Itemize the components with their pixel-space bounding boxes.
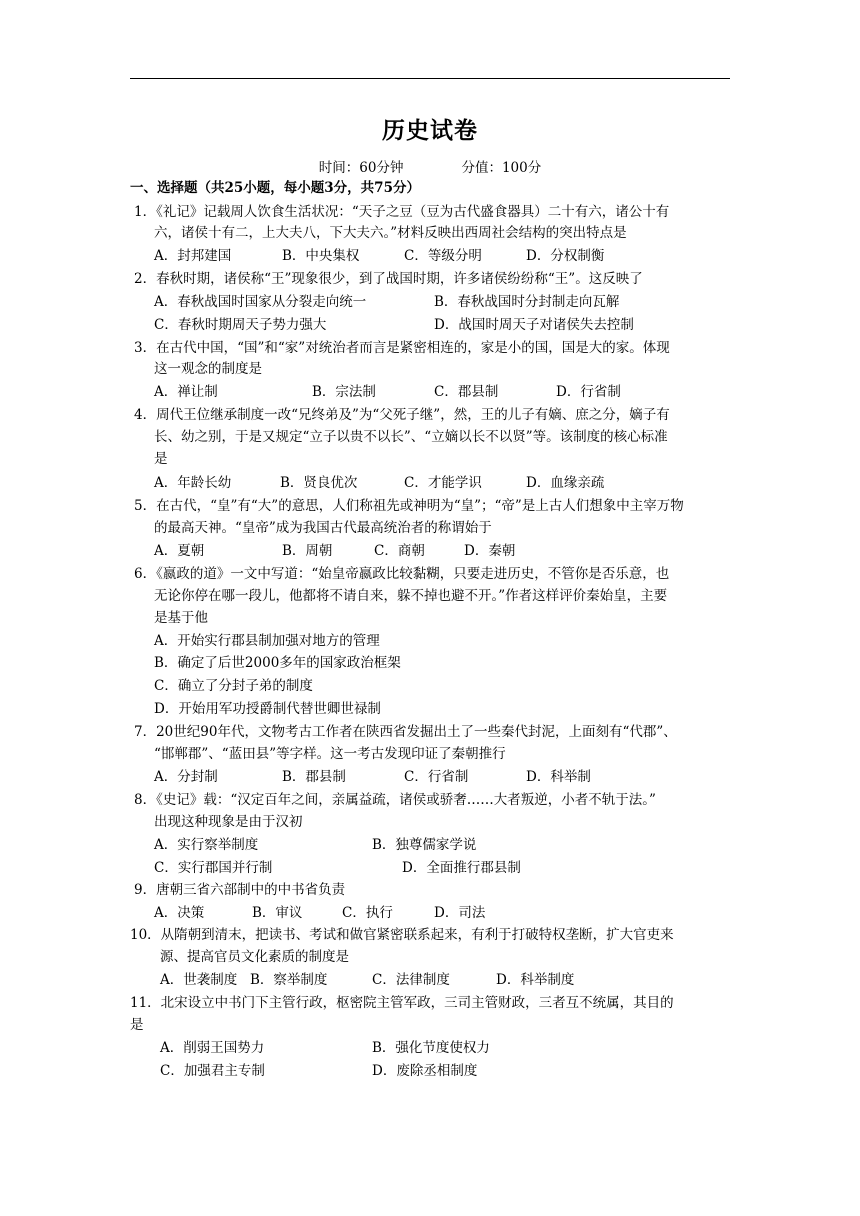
question-11-line-1: 11．北宋设立中书门下主管行政，枢密院主管军政，三司主管财政，三者互不统属，其目的 [130,995,674,1011]
question-2-line-1: 2．春秋时期，诸侯称“王”现象很少，到了战国时期，许多诸侯纷纷称“王”。这反映了 [134,271,643,287]
question-11-line-2: 是 [130,1017,144,1033]
section-heading: 一、选择题（共25小题，每小题3分，共75分） [130,180,420,196]
exam-meta [0,156,860,176]
q9-option-c: C．执行 [342,905,393,921]
q1-option-b: B．中央集权 [282,248,360,264]
question-1-line-2: 六，诸侯十有二，上大夫八，下大夫六。”材料反映出西周社会结构的突出特点是 [154,225,627,241]
q9-option-a: A．决策 [154,905,205,921]
q5-option-d: D．秦朝 [464,543,516,559]
q10-option-d: D．科举制度 [496,972,575,988]
question-5-line-1: 5．在古代，“皇”有“大”的意思，人们称祖先或神明为“皇”；“帝”是上古人们想象中主宰万物 [134,498,684,514]
q2-option-b: B．春秋战国时分封制走向瓦解 [434,294,620,310]
q6-option-d: D．开始用军功授爵制代替世卿世禄制 [154,701,381,717]
q1-option-d: D．分权制衡 [526,248,605,264]
q8-option-b: B．独尊儒家学说 [372,837,477,853]
exam-time: 时间：60分钟 [318,160,404,176]
q11-option-a: A．削弱王国势力 [160,1040,265,1056]
q7-option-c: C．行省制 [404,769,469,785]
question-10-line-1: 10．从隋朝到清末，把读书、考试和做官紧密联系起来，有利于打破特权垄断，扩大官吏来 [130,927,674,943]
q3-option-c: C．郡县制 [434,384,499,400]
q1-option-c: C．等级分明 [404,248,482,264]
q10-option-b: B．察举制度 [250,972,328,988]
q4-option-d: D．血缘亲疏 [526,475,605,491]
q7-option-d: D．科举制 [526,769,591,785]
q9-option-d: D．司法 [434,905,486,921]
q2-option-a: A．春秋战国时国家从分裂走向统一 [154,294,367,310]
q3-option-d: D．行省制 [556,384,621,400]
q4-option-b: B．贤良优次 [280,475,358,491]
question-6-line-3: 是基于他 [154,610,208,626]
question-7-line-1: 7．20世纪90年代，文物考古工作者在陕西省发掘出土了一些秦代封泥，上面刻有“代郡”、 [134,724,677,740]
q3-option-a: A．禅让制 [154,384,218,400]
q8-option-a: A．实行察举制度 [154,837,259,853]
q8-option-d: D．全面推行郡县制 [402,860,521,876]
q5-option-b: B．周朝 [282,543,333,559]
question-3-line-2: 这一观念的制度是 [154,361,262,377]
q11-option-b: B．强化节度使权力 [372,1040,490,1056]
q10-option-c: C．法律制度 [372,972,450,988]
question-4-line-1: 4．周代王位继承制度一改“兄终弟及”为“父死子继”，然，王的儿子有嫡、庶之分，嫡子有 [134,407,670,423]
question-8-line-1: 8．《史记》载：“汉定百年之间，亲属益疏，诸侯或骄奢……大者叛逆，小者不轨于法。” [134,792,656,808]
question-4-line-3: 是 [154,451,168,467]
question-6-line-2: 无论你停在哪一段儿，他都将不请自来，躲不掉也避不开。”作者这样评价秦始皇，主要 [154,588,668,604]
header-rule [130,78,730,79]
question-8-line-2: 出现这种现象是由于汉初 [154,814,303,830]
question-4-line-2: 长、幼之别，于是又规定“立子以贵不以长”、“立嫡以长不以贤”等。该制度的核心标准 [154,429,668,445]
q11-option-d: D．废除丞相制度 [372,1063,478,1079]
question-9-line-1: 9．唐朝三省六部制中的中书省负责 [134,882,346,898]
q7-option-b: B．郡县制 [282,769,346,785]
question-1-line-1: 1．《礼记》记载周人饮食生活状况：“天子之豆（豆为古代盛食器具）二十有六，诸公十有 [134,204,670,220]
q2-option-c: C．春秋时期周天子势力强大 [154,317,327,333]
question-3-line-1: 3．在古代中国，“国”和“家”对统治者而言是紧密相连的，家是小的国，国是大的家。体现 [134,340,670,356]
question-6-line-1: 6．《嬴政的道》一文中写道：“始皇帝嬴政比较黏糊，只要走进历史，不管你是否乐意，也 [134,566,670,582]
question-10-line-2: 源、提高官员文化素质的制度是 [160,949,349,965]
page-title: 历史试卷 [382,117,478,144]
exam-score: 分值：100分 [461,160,542,176]
q5-option-c: C．商朝 [374,543,425,559]
q10-option-a: A．世袭制度 [160,972,238,988]
q8-option-c: C．实行郡国并行制 [154,860,273,876]
question-5-line-2: 的最高天神。“皇帝”成为我国古代最高统治者的称谓始于 [154,520,492,536]
q2-option-d: D．战国时周天子对诸侯失去控制 [434,317,634,333]
q4-option-a: A．年龄长幼 [154,475,232,491]
q9-option-b: B．审议 [252,905,303,921]
q1-option-a: A．封邦建国 [154,248,232,264]
q4-option-c: C．才能学识 [404,475,482,491]
q11-option-c: C．加强君主专制 [160,1063,265,1079]
question-7-line-2: “邯郸郡”、“蓝田县”等字样。这一考古发现印证了秦朝推行 [154,746,506,762]
q6-option-b: B．确定了后世2000多年的国家政治框架 [154,655,401,671]
q6-option-a: A．开始实行郡县制加强对地方的管理 [154,633,380,649]
q3-option-b: B．宗法制 [312,384,376,400]
q7-option-a: A．分封制 [154,769,218,785]
q6-option-c: C．确立了分封子弟的制度 [154,678,313,694]
q5-option-a: A．夏朝 [154,543,205,559]
